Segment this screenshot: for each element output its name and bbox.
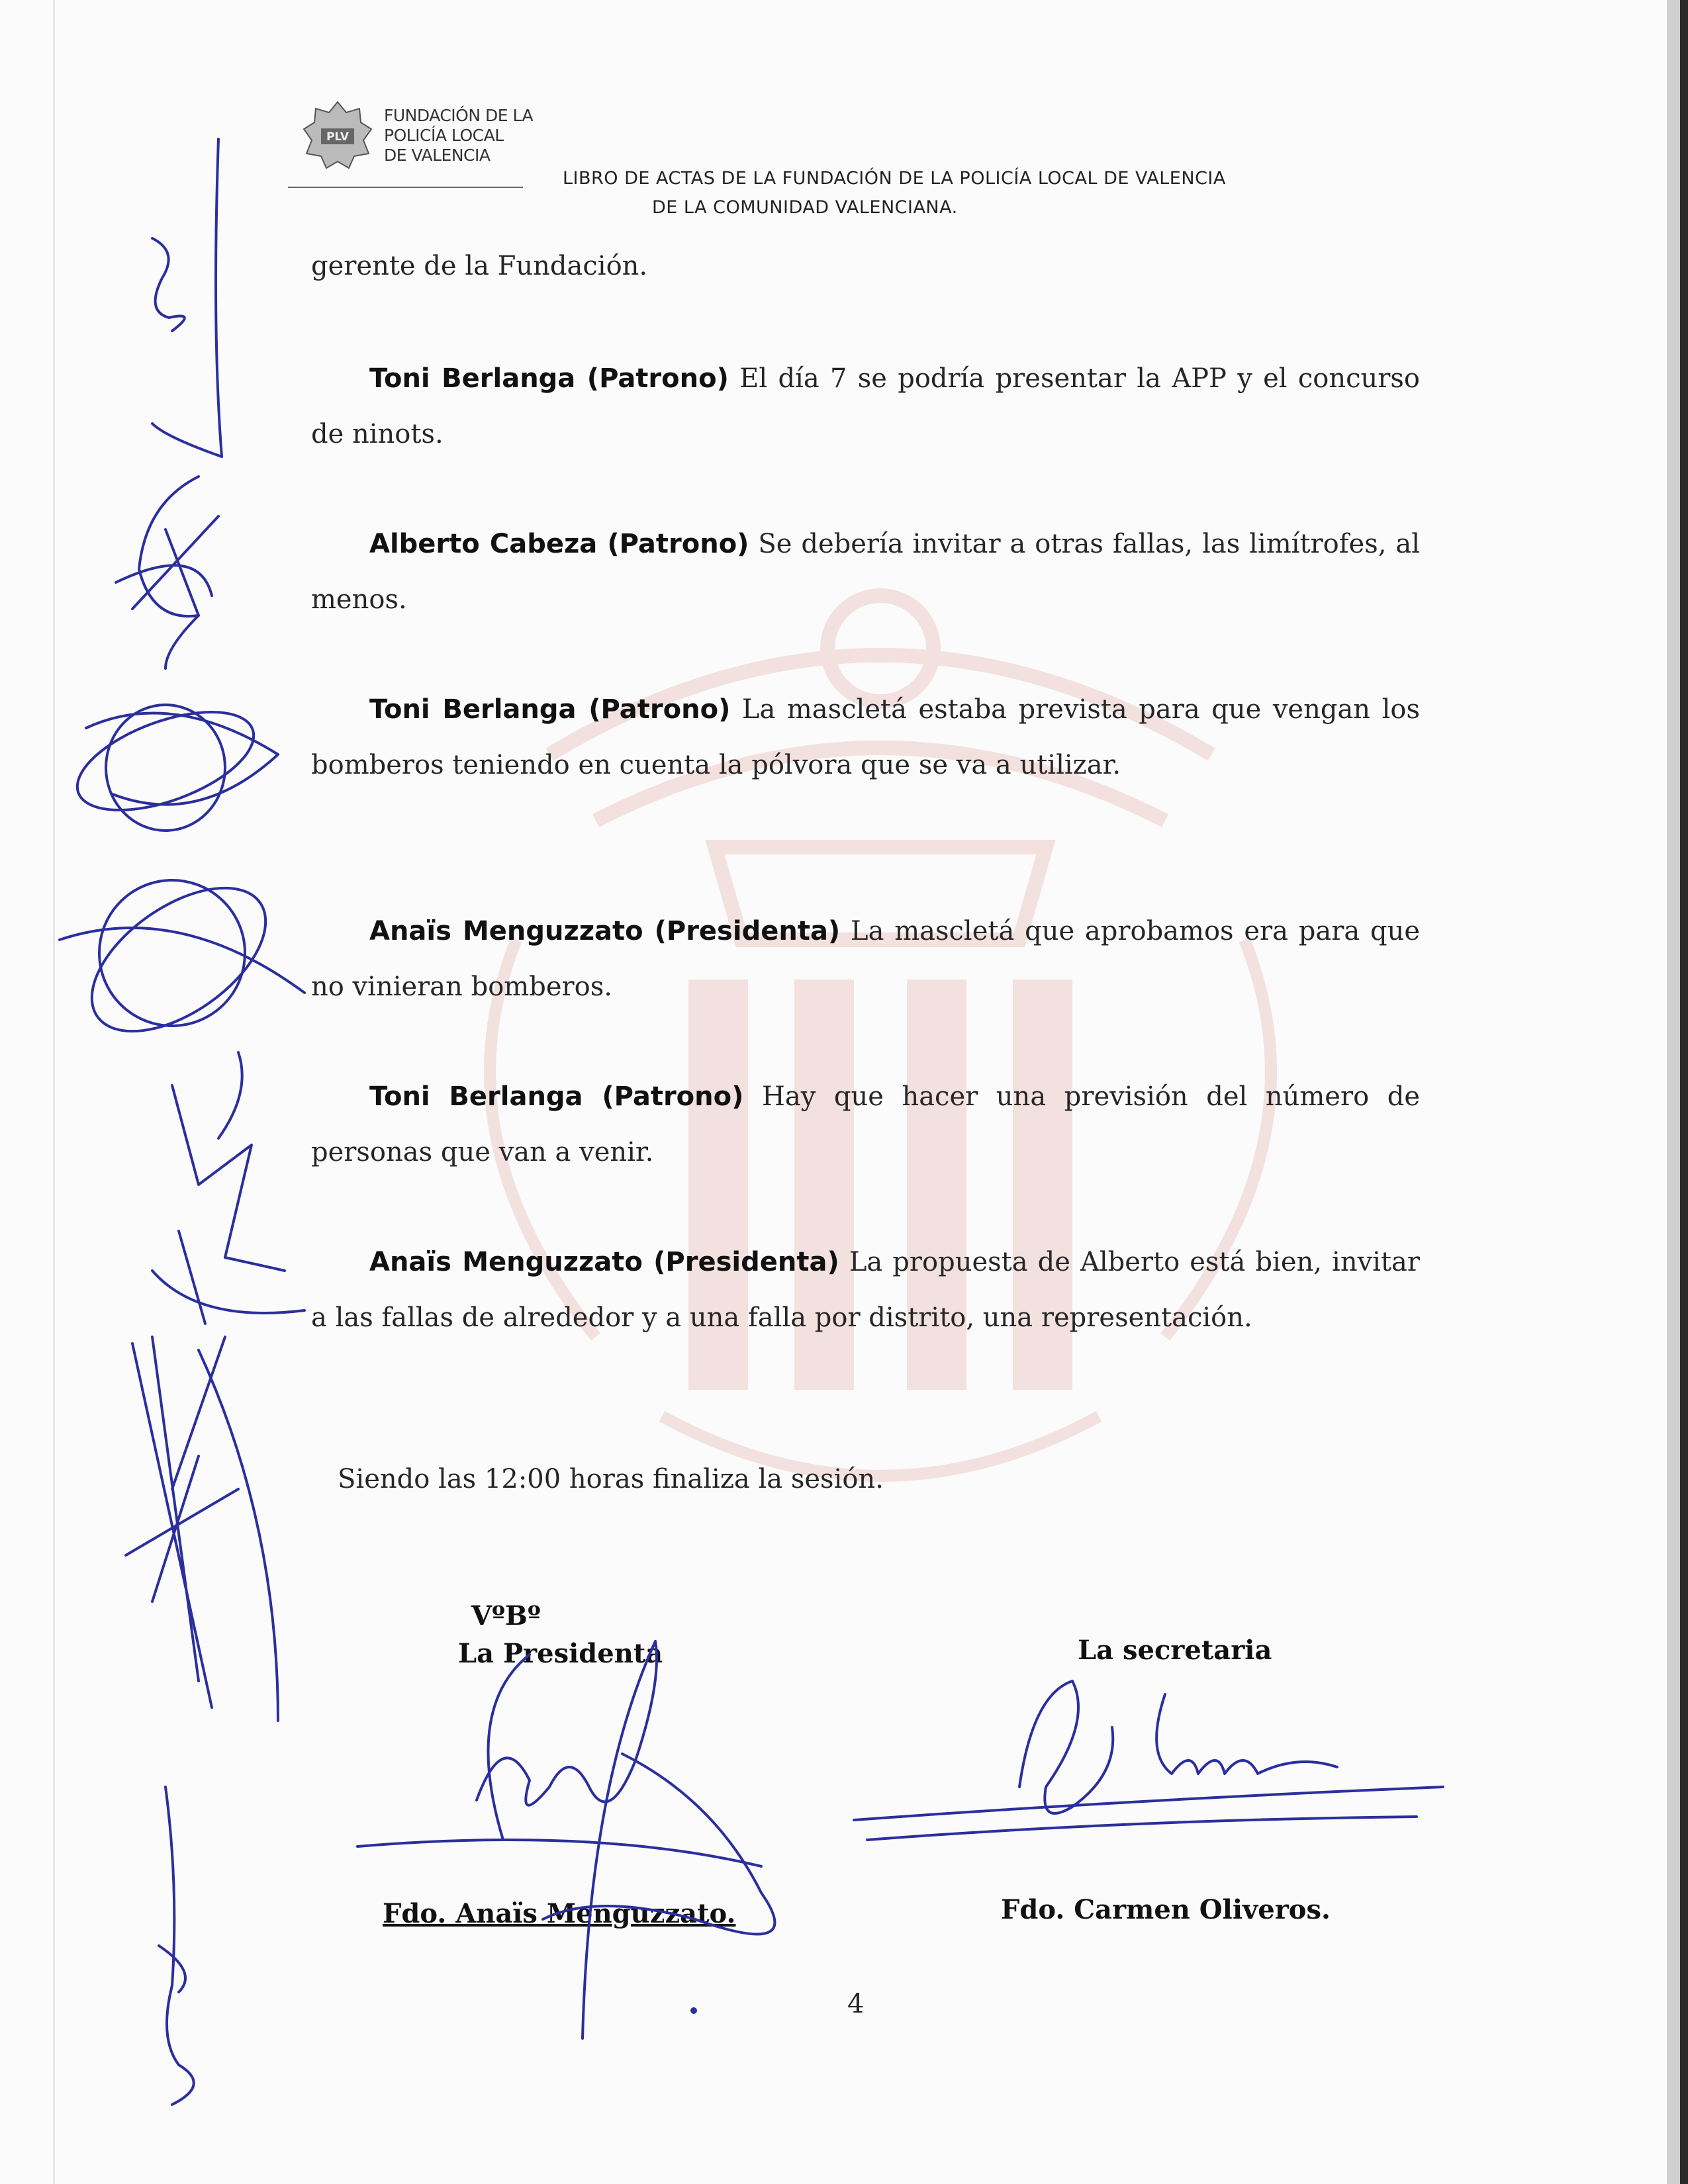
margin-signature-hatch bbox=[126, 1337, 238, 1707]
logo-line: DE VALENCIA bbox=[384, 146, 491, 165]
book-title-line2: DE LA COMUNIDAD VALENCIANA. bbox=[652, 197, 958, 218]
intervention-paragraph bbox=[311, 516, 1420, 627]
secretary-signature bbox=[1156, 1694, 1337, 1774]
intervention-text: La mascletá estaba prevista para que vengan los bomberos teniendo en cuenta la pólvora que se va a utilizar. bbox=[311, 694, 1420, 780]
speaker-name: Anaïs Menguzzato (Presidenta) bbox=[369, 916, 841, 946]
ink-dot bbox=[690, 2007, 697, 2014]
margin-signature-loop bbox=[86, 713, 278, 805]
margin-initial-mark bbox=[165, 1787, 194, 2105]
intervention-text: La propuesta de Alberto está bien, invitar a las fallas de alrededor y a una falla por distrito, una representación. bbox=[311, 1247, 1421, 1333]
speaker-name: Toni Berlanga (Patrono) bbox=[369, 694, 731, 725]
margin-initial-mark bbox=[152, 139, 222, 457]
margin-signature-zigzag bbox=[152, 1271, 305, 1313]
president-signature bbox=[357, 1840, 761, 1866]
president-signature bbox=[489, 1655, 530, 1840]
margin-signature-loop bbox=[60, 928, 305, 993]
scan-edge bbox=[1667, 0, 1680, 2184]
intervention-text: La mascletá que aprobamos era para que no vinieran bomberos. bbox=[311, 916, 1421, 1002]
scan-edge bbox=[1680, 0, 1688, 2184]
logo-line: FUNDACIÓN DE LA bbox=[384, 106, 534, 125]
margin-initial-mark bbox=[139, 477, 199, 668]
intervention-paragraph bbox=[311, 351, 1420, 462]
intervention-text: El día 7 se podría presentar la APP y el concurso de ninots. bbox=[311, 363, 1420, 449]
continuation-paragraph bbox=[311, 238, 1420, 294]
margin-signature-hatch bbox=[199, 1350, 278, 1721]
secretary-signature bbox=[867, 1817, 1417, 1840]
intervention-paragraph bbox=[311, 903, 1420, 1015]
continuation-text: gerente de la Fundación. bbox=[311, 251, 648, 281]
intervention-paragraph bbox=[311, 1234, 1420, 1345]
margin-signature-loop bbox=[67, 859, 291, 1060]
margin-initial-mark bbox=[152, 238, 185, 331]
coat-of-arms-watermark bbox=[318, 477, 1443, 1602]
speaker-name: Toni Berlanga (Patrono) bbox=[369, 1081, 744, 1112]
president-role: La Presidenta bbox=[458, 1638, 663, 1669]
header-divider bbox=[288, 187, 523, 188]
president-signature bbox=[583, 1641, 655, 2038]
logo-badge-text: PLV bbox=[326, 130, 350, 144]
margin-signature-loop bbox=[65, 692, 266, 831]
margin-signature-zigzag bbox=[172, 1052, 285, 1324]
margin-initial-mark bbox=[116, 516, 218, 615]
logo-line: POLICÍA LOCAL bbox=[384, 126, 504, 145]
scan-edge bbox=[53, 0, 55, 2184]
vobo-label: VºBº bbox=[471, 1600, 541, 1631]
intervention-text: Hay que hacer una previsión del número de personas que van a venir. bbox=[311, 1081, 1420, 1167]
page-number: 4 bbox=[847, 1989, 865, 2019]
intervention-paragraph bbox=[311, 682, 1420, 793]
margin-signature-loop bbox=[79, 860, 265, 1046]
intervention-text: Se debería invitar a otras fallas, las limítrofes, al menos. bbox=[311, 529, 1420, 615]
margin-signature-loop bbox=[106, 705, 225, 831]
secretary-name: Fdo. Carmen Oliveros. bbox=[1001, 1894, 1331, 1925]
margin-initial-mark bbox=[159, 1946, 185, 1992]
session-closing: Siendo las 12:00 horas finaliza la sesión. bbox=[338, 1464, 884, 1494]
president-name: Fdo. Anaïs Menguzzato. bbox=[383, 1898, 736, 1929]
book-title-line1: LIBRO DE ACTAS DE LA FUNDACIÓN DE LA POLICÍA LOCAL DE VALENCIA bbox=[563, 168, 1226, 189]
police-badge-logo bbox=[301, 99, 374, 172]
secretary-signature bbox=[1019, 1681, 1113, 1813]
speaker-name: Alberto Cabeza (Patrono) bbox=[369, 529, 749, 559]
intervention-paragraph bbox=[311, 1069, 1420, 1180]
speaker-name: Anaïs Menguzzato (Presidenta) bbox=[369, 1247, 839, 1277]
book-title bbox=[563, 164, 1410, 222]
logo-text bbox=[384, 106, 533, 165]
secretary-role: La secretaria bbox=[1078, 1635, 1272, 1666]
speaker-name: Toni Berlanga (Patrono) bbox=[369, 363, 729, 394]
secretary-signature bbox=[854, 1787, 1443, 1820]
